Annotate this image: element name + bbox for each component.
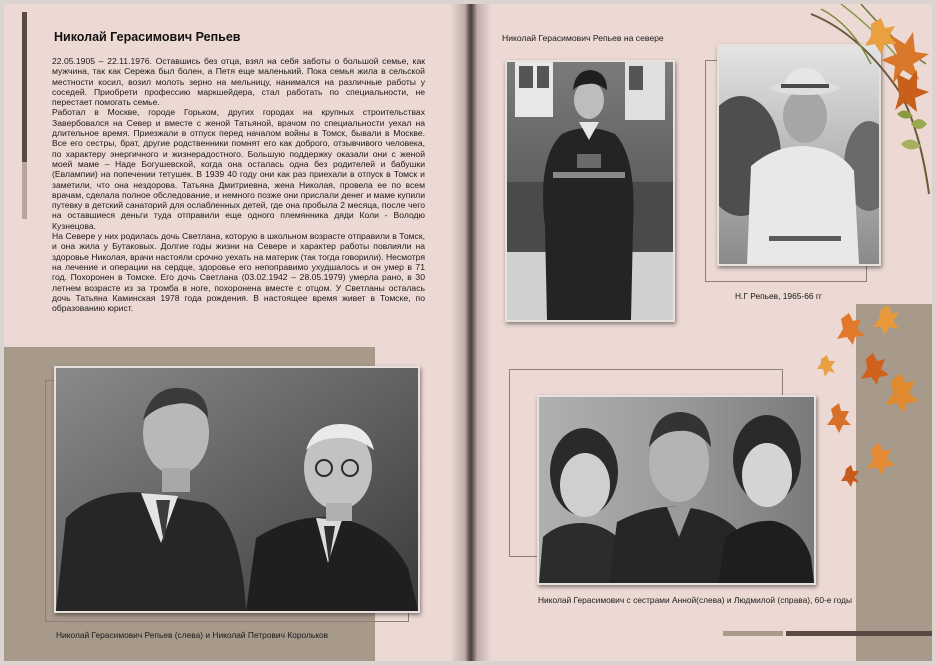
photo-north [505, 60, 675, 322]
photo-two-men [54, 366, 420, 613]
book-spine-shadow [450, 4, 492, 661]
photo-caption: Николай Герасимович с сестрами Анной(слева) и Людмилой (справа), 60-е годы [538, 595, 853, 605]
decorative-bar [22, 12, 27, 162]
top-caption: Николай Герасимович Репьев на севере [502, 33, 664, 43]
page-title: Николай Герасимович Репьев [54, 30, 241, 44]
decorative-bar [22, 162, 27, 219]
right-page [471, 4, 932, 661]
book-spread [4, 4, 932, 661]
paragraph: 22.05.1905 – 22.11.1976. Оставшись без отца, взял на себя заботы о большой семье, как мужчина, так как Сережа был болен, а Петя еще маленький. Пока семья жила в сельской местности косил, возил молоть зерно на мельницу, нанимался на различные работы у соседей. Приобрети профессию маркшейдера, стал работать по специальности, не перестает помогать семье. [52, 56, 425, 108]
paragraph: На Севере у них родилась дочь Светлана, которую в школьном возрасте отправили в Томск, и она жила у Бутаковых. Долгие годы жизни на Севере и характер работы повлияли на здоровье Николая, врачи настояли срочно уехать на материк (так тогда говорили). Несмотря на лечение и операции на сердце, здоровье его непоправимо ухудшалось и он умер в 71 год. Похоронен в Томске. Его дочь Светлана (03.02.1942 – 28.05.1979) умерла рано, в 30 летнем возрасте из за тромба в ноге, похоронена вместе с отцом. У Светланы осталась дочь Татьяна Каминская 1978 года рождения. В настоящее время живет в Томске, по образованию юрист. [52, 231, 425, 314]
decorative-bar [723, 631, 783, 636]
biography-text [52, 56, 425, 313]
photo-caption: Н.Г Репьев, 1965-66 гг [735, 291, 822, 301]
photo-with-sisters [537, 395, 816, 585]
left-page [4, 4, 467, 661]
falling-leaves-decoration [811, 299, 921, 499]
paragraph: Работал в Москве, городе Горьком, других городах на крупных строительствах Завербовался на Север и вместе с женой Татьяной, врачом по специальности уехал на длительное время. Приезжали в отпуск перед началом войны в Томск, бывали в Москве. Все его сестры, брат, другие родственники помнят его как доброго, отзывчивого человека, по характеру энергичного и жизнерадостного. Большую поддержку оказали они с женой моей маме – Наде Богушевской, когда она осталась одна без родителей и бабушки (Евлампии) на попечении тетушек. В 1939 40 году они как раз приехали в отпуск в Томск и заметили, что она нездорова. Татьяна Дмитриевна, жена Николая, провела ее по всем врачам, сделала полное обследование, и немного позже они прислали денег и маме купили путевку в детский санаторий для ослабленных детей, где она пробыла 2 месяца, после чего на оставшиеся деньги туда отправили еще одного племянника дяди Коли - Володю Кузнецова. [52, 107, 425, 231]
photo-caption: Николай Герасимович Репьев (слева) и Николай Петрович Корольков [56, 630, 329, 640]
autumn-leaves-decoration [801, 4, 932, 204]
decorative-bar [786, 631, 932, 636]
